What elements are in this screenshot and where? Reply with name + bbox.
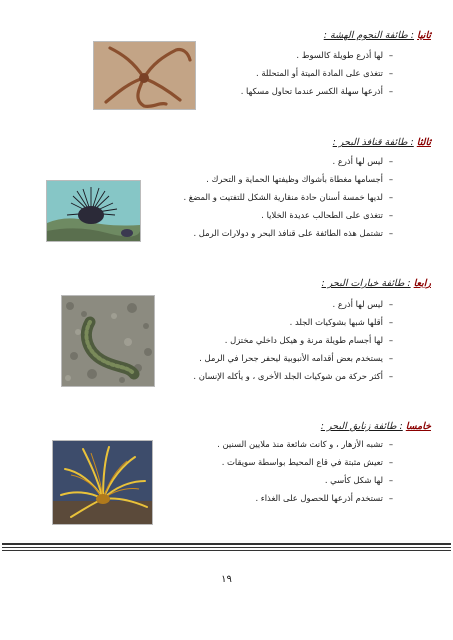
bullet-item: – لها شكل كأسي .	[217, 471, 393, 489]
section-title: : طائفة النجوم الهشة :	[323, 30, 415, 41]
section-heading	[324, 30, 431, 41]
section-ordinal: رابعا	[413, 278, 431, 289]
footer-rule	[2, 550, 451, 551]
bullet-item: – أذرعها سهلة الكسر عندما تحاول مسكها .	[241, 82, 393, 100]
bullet-item: – ليس لها أذرع .	[183, 152, 393, 170]
page-number: ١٩	[221, 574, 232, 585]
bullet-list	[217, 435, 393, 507]
bullet-item: – لها أجسام طويلة مرنة و هيكل داخلي مختزل .	[193, 331, 393, 349]
footer-rule	[2, 547, 451, 548]
bullet-list	[241, 46, 393, 100]
sea-lily-photo	[52, 440, 153, 525]
bullet-item: – تشتمل هذه الطائفة على قنافذ البحر و دولارات الرمل .	[183, 224, 393, 242]
bullet-item: – تتغذى على الطحالب عديدة الخلايا .	[183, 206, 393, 224]
section-title: : طائفة زنابق البحر :	[320, 421, 403, 432]
brittle-star-photo	[93, 41, 196, 110]
section-heading	[321, 421, 431, 432]
section-ordinal: ثانيا	[417, 30, 431, 41]
bullet-item: – ليس لها أذرع .	[193, 295, 393, 313]
bullet-item: – تعيش مثبتة في قاع المحيط بواسطة سويقات .	[217, 453, 393, 471]
bullet-list	[193, 295, 393, 385]
bullet-item: – تستخدم أذرعها للحصول على الغذاء .	[217, 489, 393, 507]
sea-cucumber-photo	[61, 295, 155, 387]
bullet-item: – يستخدم بعض أقدامه الأنبوبية ليحفر جحرا في الرمل .	[193, 349, 393, 367]
section-ordinal: ثالثا	[416, 137, 431, 148]
section-title: : طائفة قنافذ البحر :	[332, 137, 414, 148]
footer-rule	[2, 543, 451, 545]
bullet-item: – تتغذى على المادة الميتة أو المتحللة .	[241, 64, 393, 82]
bullet-item: – لديها خمسة أسنان حادة منقارية الشكل للتفتيت و المضغ .	[183, 188, 393, 206]
bullet-item: – تشبه الأزهار ، و كانت شائعة منذ ملايين السنين .	[217, 435, 393, 453]
bullet-item: – أقلها شبها بشوكيات الجلد .	[193, 313, 393, 331]
sea-urchin-photo	[46, 180, 141, 242]
section-ordinal: خامسا	[405, 421, 431, 432]
section-title: : طائفة خيارات البحر :	[321, 278, 411, 289]
bullet-item: – لها أذرع طويلة كالسوط .	[241, 46, 393, 64]
section-heading	[322, 278, 431, 289]
section-heading	[333, 137, 431, 148]
bullet-item: – أكثر حركة من شوكيات الجلد الأخرى ، و يأكله الإنسان .	[193, 367, 393, 385]
bullet-item: – أجسامها مغطاة بأشواك وظيفتها الحماية و التحرك .	[183, 170, 393, 188]
bullet-list	[183, 152, 393, 242]
